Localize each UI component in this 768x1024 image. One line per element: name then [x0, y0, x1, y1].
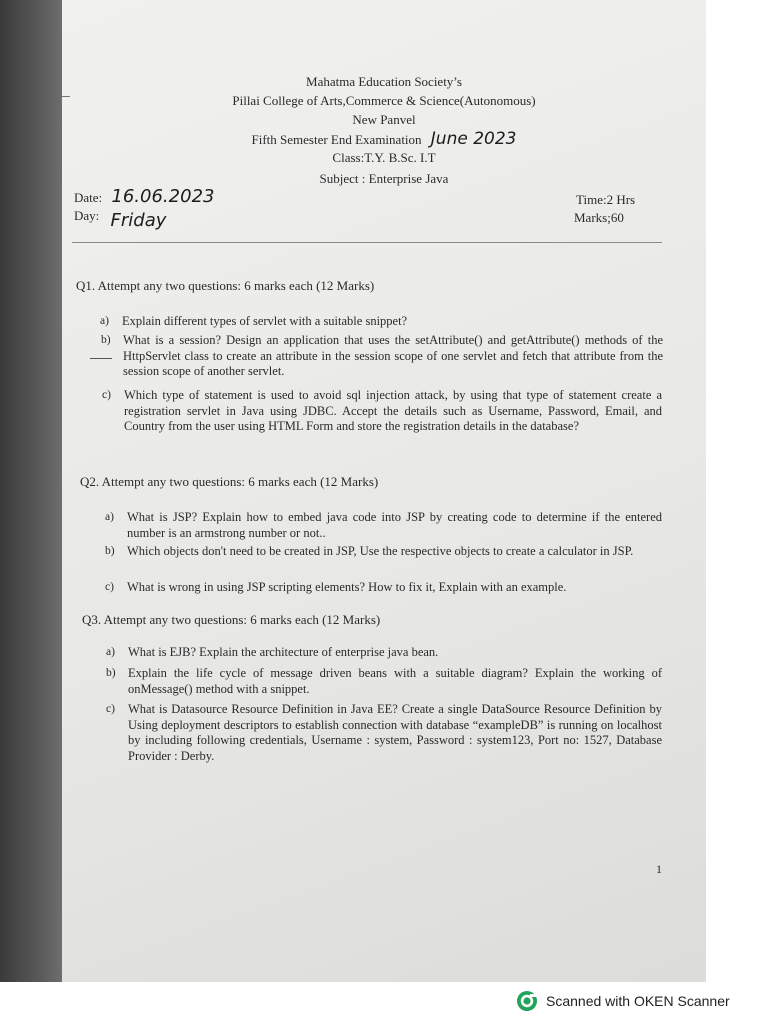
q1-item-a: [100, 314, 662, 330]
q1-item-a-text: Explain different types of servlet with a suitable snippet?: [122, 314, 408, 328]
q3-item-a-label: a): [106, 646, 115, 658]
scan-background-right: [706, 0, 768, 982]
q3-item-b-label: b): [106, 667, 116, 679]
exam-title: Fifth Semester End Examination: [251, 132, 422, 147]
oken-scanner-icon: [516, 990, 538, 1012]
q3-item-a-text: What is EJB? Explain the architecture of enterprise java bean.: [128, 645, 439, 659]
q1-item-c-text: Which type of statement is used to avoid sql injection attack, by using that type of statement create a registration servlet in Java using JDBC. Accept the details such as Username, Password, Email, and Country from the user using HTML Form and store the registration details in the database?: [124, 388, 662, 433]
time-field: Time:2 Hrs: [576, 192, 636, 207]
q2-heading: Q2. Attempt any two questions: 6 marks each (12 Marks): [80, 474, 379, 489]
q1-item-c: [102, 388, 662, 435]
q1-item-b-text: What is a session? Design an application that uses the setAttribute() and getAttribute() methods of the HttpServlet class to create an attribute in the session scope of one servlet and fetch that attribute from the session scope of another servlet.: [123, 333, 663, 378]
scanner-watermark: [516, 988, 730, 1014]
margin-pen-mark: [90, 358, 112, 359]
q2-item-a-label: a): [105, 511, 114, 523]
q1-item-a-label: a): [100, 315, 109, 327]
q3-item-c: [106, 702, 662, 764]
college-location: New Panvel: [352, 112, 416, 127]
exam-month-handwritten: June 2023: [430, 129, 517, 149]
q3-item-c-label: c): [106, 703, 115, 715]
college-name: Pillai College of Arts,Commerce & Science(Autonomous): [232, 93, 536, 108]
day-field: [74, 204, 167, 231]
q2-item-c: [105, 580, 662, 596]
subject-line: Subject : Enterprise Java: [319, 171, 449, 186]
marks-field: Marks;60: [574, 210, 624, 225]
day-value-handwritten: Friday: [110, 210, 167, 231]
q2-item-b-text: Which objects don't need to be created in JSP, Use the respective objects to create a calculator in JSP.: [127, 544, 634, 558]
q2-item-a: [105, 510, 662, 541]
q3-heading: Q3. Attempt any two questions: 6 marks each (12 Marks): [82, 612, 381, 627]
q1-heading: Q1. Attempt any two questions: 6 marks each (12 Marks): [76, 278, 375, 293]
date-label: Date:: [74, 190, 103, 205]
date-value-handwritten: 16.06.2023: [111, 186, 215, 207]
q3-item-b: [106, 666, 662, 697]
scanner-text: Scanned with OKEN Scanner: [546, 993, 730, 1009]
scan-background-left: [0, 0, 62, 982]
q3-item-c-text: What is Datasource Resource Definition in Java EE? Create a single DataSource Resource Definition by Using deployment descriptors to establish connection with database “exampleDB” is running on localhost by including following credentials, Username : system, Password : system123, Port no: 1527, Database Provider : Derby.: [128, 702, 662, 763]
q2-item-c-label: c): [105, 581, 114, 593]
q1-item-b: [101, 333, 663, 380]
day-label: Day:: [74, 208, 100, 223]
page-number: 1: [656, 862, 662, 876]
q2-item-b-label: b): [105, 545, 115, 557]
header-divider: [72, 242, 662, 243]
class-line: Class:T.Y. B.Sc. I.T: [332, 150, 436, 165]
q3-item-b-text: Explain the life cycle of message driven beans with a suitable diagram? Explain the working of onMessage() method with a snippet.: [128, 666, 662, 696]
society-name: Mahatma Education Society’s: [306, 74, 462, 89]
q1-item-b-label: b): [101, 334, 111, 346]
q3-item-a: [106, 645, 662, 661]
q2-item-a-text: What is JSP? Explain how to embed java code into JSP by creating code to determine if the entered number is an armstrong number or not..: [127, 510, 662, 540]
exam-line: [62, 131, 706, 148]
q1-item-c-label: c): [102, 389, 111, 401]
q2-item-b: [105, 544, 662, 560]
q2-item-c-text: What is wrong in using JSP scripting elements? How to fix it, Explain with an example.: [127, 580, 567, 594]
exam-paper: [62, 0, 706, 982]
